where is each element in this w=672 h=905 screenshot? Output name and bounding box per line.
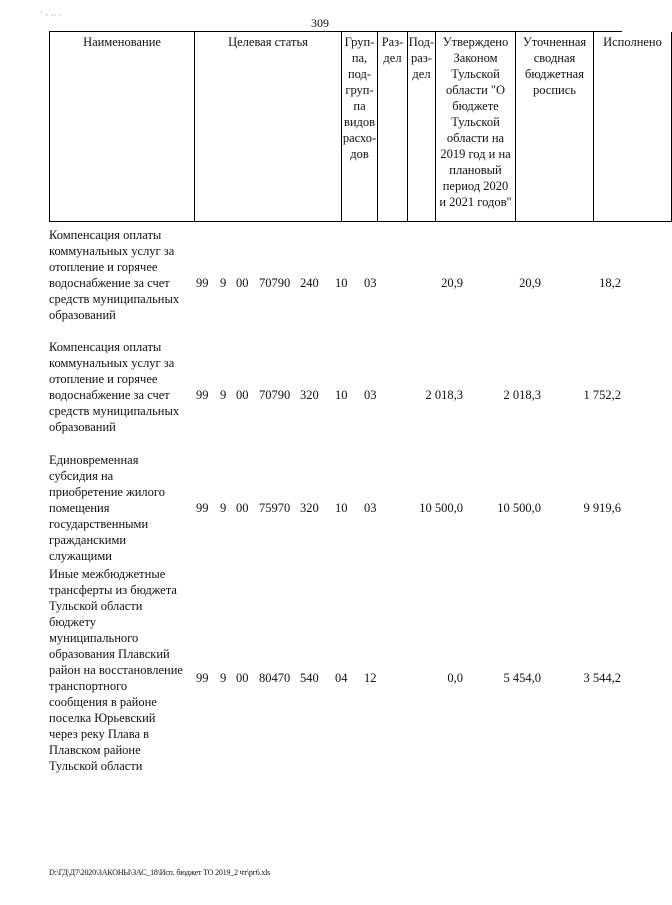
target-part-4: 80470 — [259, 671, 291, 685]
header-section: Раз- дел — [378, 32, 408, 222]
header-refined: Уточненная сводная бюджетная роспись — [516, 32, 594, 222]
target-part-2: 9 — [220, 501, 227, 515]
file-path-footer: D:\ГД\Д7\2020\ЗАКОНЫ\ЗАС_18\Исп. бюджет ТО 2019_2 чт\рг6.xls — [49, 868, 271, 877]
section-code: 10 — [335, 501, 348, 515]
row-name: Компенсация оплаты коммунальных услуг за отопление и горячее водоснабжение за счет средств муниципальных образований — [49, 228, 180, 322]
subsection-code: 03 — [364, 388, 377, 402]
target-part-2: 9 — [220, 276, 227, 290]
approved-value: 0,0 — [447, 671, 463, 685]
subsection-code: 12 — [364, 671, 377, 685]
executed-value: 3 544,2 — [583, 671, 621, 685]
subsection-code: 03 — [364, 501, 377, 515]
section-code: 10 — [335, 276, 348, 290]
executed-value: 1 752,2 — [583, 388, 621, 402]
approved-value: 10 500,0 — [419, 501, 463, 515]
header-approved: Утверждено Законом Тульской области "О бюджете Тульской области на 2019 год и на плановый период 2020 и 2021 годов" — [436, 32, 516, 222]
row-name: Иные межбюджетные трансферты из бюджета Тульской области бюджету муниципального образования Плавский район на восстановление транспортного сообщения в районе поселка Юрьевский через реку Плава в Плавском районе Тульской области — [49, 567, 183, 773]
refined-value: 5 454,0 — [503, 671, 541, 685]
refined-value: 2 018,3 — [503, 388, 541, 402]
scan-marks: ´ · ·· · — [40, 10, 62, 20]
row-name: Компенсация оплаты коммунальных услуг за отопление и горячее водоснабжение за счет средств муниципальных образований — [49, 340, 180, 434]
group-code: 540 — [300, 671, 319, 685]
row-name: Единовременная субсидия на приобретение жилого помещения государственными гражданскими служащими — [49, 453, 165, 563]
table-row — [49, 452, 621, 564]
target-part-4: 70790 — [259, 388, 291, 402]
header-group: Груп- па, под- груп- па видов расхо- дов — [342, 32, 378, 222]
target-part-1: 99 — [196, 276, 209, 290]
target-part-2: 9 — [220, 671, 227, 685]
target-part-3: 00 — [236, 388, 249, 402]
group-code: 320 — [300, 388, 319, 402]
table-row — [49, 339, 621, 435]
group-code: 320 — [300, 501, 319, 515]
target-part-4: 75970 — [259, 501, 291, 515]
table-header — [49, 31, 662, 222]
table-row — [49, 227, 621, 323]
table-row — [49, 566, 621, 774]
target-part-2: 9 — [220, 388, 227, 402]
target-part-1: 99 — [196, 671, 209, 685]
target-part-3: 00 — [236, 276, 249, 290]
executed-value: 18,2 — [599, 276, 621, 290]
target-part-4: 70790 — [259, 276, 291, 290]
section-code: 10 — [335, 388, 348, 402]
target-part-3: 00 — [236, 671, 249, 685]
target-part-1: 99 — [196, 501, 209, 515]
refined-value: 20,9 — [519, 276, 541, 290]
target-part-3: 00 — [236, 501, 249, 515]
header-target: Целевая статья — [195, 32, 342, 222]
refined-value: 10 500,0 — [497, 501, 541, 515]
approved-value: 20,9 — [441, 276, 463, 290]
section-code: 04 — [335, 671, 348, 685]
subsection-code: 03 — [364, 276, 377, 290]
header-name: Наименование — [50, 32, 195, 222]
target-part-1: 99 — [196, 388, 209, 402]
header-executed: Исполнено — [594, 32, 672, 222]
group-code: 240 — [300, 276, 319, 290]
page-number: 309 — [311, 16, 329, 30]
executed-value: 9 919,6 — [583, 501, 621, 515]
header-subsection: Под- раз- дел — [408, 32, 436, 222]
approved-value: 2 018,3 — [425, 388, 463, 402]
